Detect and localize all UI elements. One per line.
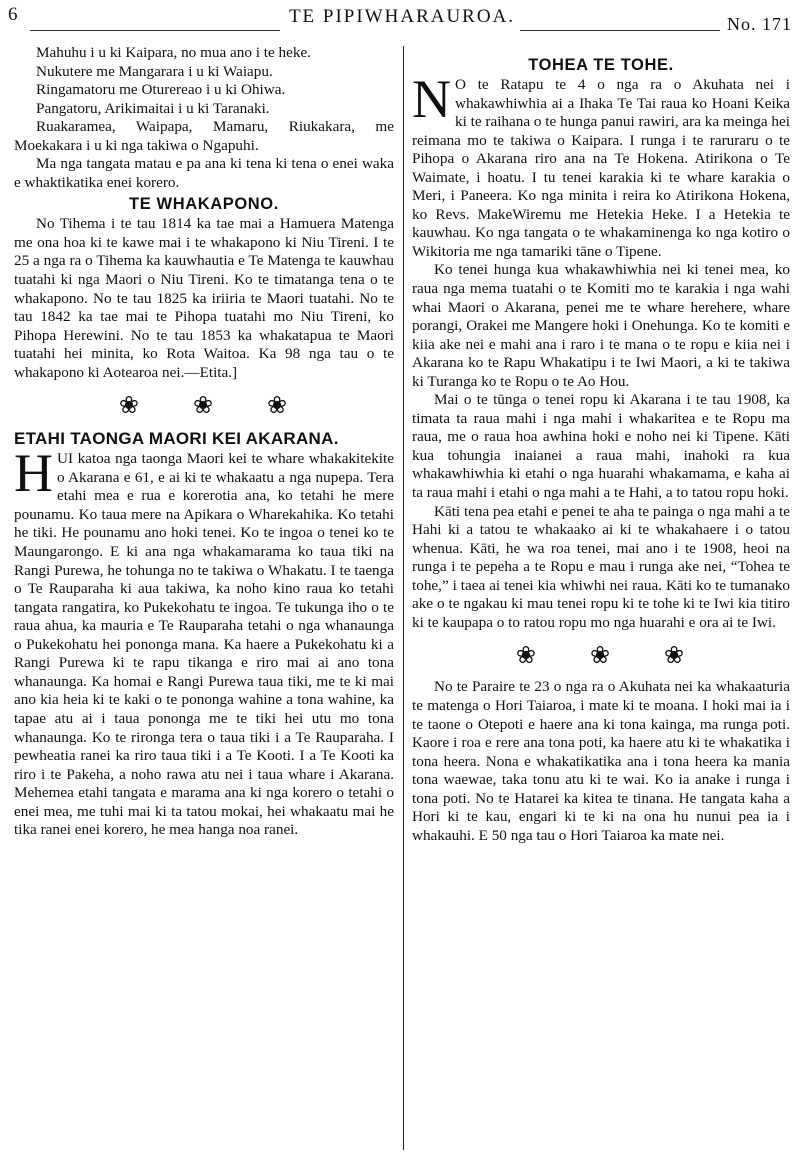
header-rule-right [520,30,720,31]
article-taonga-body [14,443,394,839]
article-tohea-para-2: Ko tenei hunga kua whakawhiwhia nei ki tenei mea, ko raua nga mema tuatahi o te Komiti mo te karakia i nga wahi whai Maori o Akarana, penei me te whare herehere, whare porangi, Orakei me Mangere hoki i Onehunga. Ko te komiti e kiia ake nei e mahi ana i raro i te mana o te ropu e kiia nei i Akarana ko te Rapu Whakatipu i te Iwi Maori, a ki te takiwa ki Turanga ko te Ropu o te Ao Hou. [412,261,790,390]
column-divider [403,46,404,1150]
page-header [0,0,804,40]
heading-tohea-te-tohe: TOHEA TE TOHE. [528,56,674,74]
article-taonga-text: UI katoa nga taonga Maori kei te whare whakakitekite o Akarana e 61, e ai ki te whakaatu a nga nupepa. Tera etahi mea e rua e korerotia ana, ko tetahi he mere pounamu. Ko taua mere na Apikara o Wharekahika. Ko tetahi he tiki. He pounamu ano hoki tenei. Ko te ingoa o tenei ko te Maungarongo. E ki ana nga whakamarama ko taua tiki na Rangi Purewa, he tohunga no te takiwa o Whakatu. I te taenga o Te Rauparaha ki aua takiwa, ka noho kino raua ko tetahi tangata rangatira, ko Pukekohatu te ingoa. Te tukunga iho o te raua ahua, ka mauria e Te Rauparaha tetahi o nga whanaunga o Pukekohatu hei pononga mana. Ka haere a Pukekohatu ki a Rangi Purewa ki te rapu tikanga e riro mai ai ano tona whanaunga. Ka homai e Rangi Purewa taua tiki, me te ki mai ano kia heia ki te kaki o te pononga wahine a tona wahine, ka tapae atu ai i taua pononga me te tiki hei utu mo tona whanaunga. Ko te rironga tera o taua tiki i a Te Rauparaha. I pewheatia ranei ka riro taua tiki i a Te Kooti. I a Te Kooti ka riro i te Pakeha, a noho rawa atu nei i taua whare i Akarana. Mehemea etahi tangata e marama ana ki nga korero o tetahi o enei mea, me tuhi mai ki ta tatou mokai, hei whakaatu mai he tika ranei enei korero, he mea hanga noa ranei. [14,450,394,839]
article-whakapono-body: No Tihema i te tau 1814 ka tae mai a Hamuera Matenga me ona hoa ki te kawe mai i te whakapono ki Niu Tireni. I te 25 a nga ra o Tihema ka kauwhautia e Te Matenga te kauwhau tuatahi ki nga Maori o Niu Tireni. Ko te timatanga tena o te whakapono. No te tau 1825 ka iriiria te Maori tuatahi. No te tau 1842 ka tae mai te Pihopa tuatahi mo Niu Tireni, ko Pihopa Herewini. No te tau 1853 ka whakatapua te Maori tuatahi hei minita, ko Rota Waitoa. Ka 98 nga tau o te whakapono ki Aotearoa nei.—Etita.] [14,215,394,381]
article-tohea-text: O te Ratapu te 4 o nga ra o Akuhata nei i whakawhiwhia ai a Ihaka Te Tai raua ko Hoani Keika ki te raihana o te hunga panui rawiri, ara ka meinga hei reimana mo te takiwa o Kaipara. I runga i te raruraru o te Pihopa o Akarana riro ana na Te Hokena. Atirikona o Te Waimate, i hoatu. I tu tenei karakia ki te whare karakia o Meri, i Paneera. Ko nga minita i reira ko Atirikona Hokena, ko Revs. MakeWiremu me Hetekia Heke. I a Hetekia te kauwhau. Ko nga tangata o te whakaminenga ko nga kotiro o Wikitoria me nga tamariki tāne o Tipene. [412,76,790,260]
heading-te-whakapono: TE WHAKAPONO. [129,195,279,214]
canoe-line: Ma nga tangata matau e pa ana ki tena ki tena o enei waka e whaktikatika enei korero. [14,155,394,191]
canoe-line: Mahuhu i u ki Kaipara, no mua ano i te heke. [36,44,311,61]
page-number: 6 [8,4,18,25]
drop-cap: H [14,443,53,504]
canoe-line: Nukutere me Mangarara i u ki Waiapu. [36,62,273,80]
drop-cap: N [412,69,451,129]
issue-number: No. 171 [727,14,792,34]
canoe-line: Pangatoru, Arikimaitai i u ki Taranaki. [36,99,270,117]
canoe-line: Ruakaramea, Waipapa, Mamaru, Riukakara, me Moekakara i u ki nga takiwa o Ngapuhi. [14,118,394,154]
flower-ornament-divider: ❀ ❀ ❀ [515,643,709,670]
right-column [412,53,790,845]
canoe-line: Ringamatoru me Oturereao i u ki Ohiwa. [36,81,286,99]
article-tohea-para-3: Mai o te tūnga o tenei ropu ki Akarana i te tau 1908, ka timata ta raua mahi i nga mahi i whakaritea e te Ropu ma raua, me o raua hoa awhina hoki e noho nei ki Tipene. Kāti kua tohungia inaianei a raua mahi, inahoki ra kua whakawhiwhia ki etahi o nga huarahi whakamama, e kaha ai ta raua mahi i etahi o nga mahi a te Hahi, a to tatou ropu hoki. [412,391,790,502]
article-tohea-para-4: Kāti tena pea etahi e penei te aha te painga o nga mahi a te Hahi ki a tatou te whakaako ai ki te whakahaere i o tatou whenua. Kāti, he wa roa tenei, mai ano i te 1908, heoi na runga i te pepeha a te Ropu e mau i runga ake nei, “Tohea te tohe,” i taea ai tenei kia whiwhi nei raua. Kāti ko te tumanako ake o te ngakau ki mau tenei ropu ki te tohe ki te Iwi kia titiro ki te kaupapa o to ratou ropu mo nga huarahi e ora ai te Iwi. [412,502,790,631]
article-hori-taiaroa-body: No te Paraire te 23 o nga ra o Akuhata nei ka whakaaturia te matenga o Hori Taiaroa, i mate ki te moana. I hoki mai ia i te taone o Otepoti e haere ana ki tona kainga, ma runga poti. Kaore i roa e rere ana tona poti, ka haere atu ki te whakatika i tona heera. Nona e whakatikatika ana i tona heera ka mania tona waewae, taka tonu atu ki te wai. Ko ia anake i runga i tona poti. No te Hatarei ka kitea te tinana. He tangata kaha a Hori ki te kau, engari ki te ki na ona hu nunui pea ia i whakauhi. E 50 nga tau o Hori Taiaroa ka mate nei. [412,678,790,844]
left-column [14,44,394,840]
heading-etahi-taonga: ETAHI TAONGA MAORI KEI AKARANA. [14,429,339,449]
header-rule-left [30,30,280,31]
article-tohea-para-1 [412,69,790,261]
newspaper-title: TE PIPIWHARAUROA. [288,6,516,27]
flower-ornament-divider: ❀ ❀ ❀ [118,393,312,420]
